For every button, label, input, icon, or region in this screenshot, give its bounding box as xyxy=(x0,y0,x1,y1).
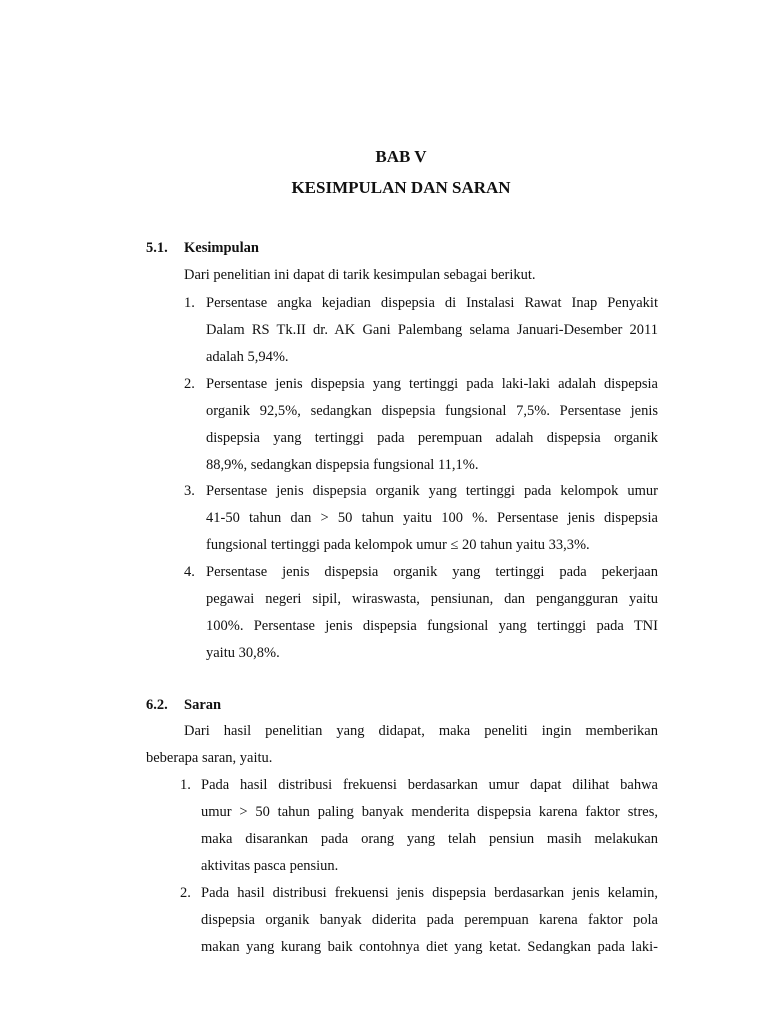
list-marker: 1. xyxy=(184,295,195,311)
list-item-line: dispepsia yang tertinggi pada perempuan adalah dispepsia organik xyxy=(206,430,658,446)
list-item-line: makan yang kurang baik contohnya diet yang ketat. Sedangkan pada laki- xyxy=(201,939,658,955)
section-title: Saran xyxy=(184,697,222,713)
section-number: 6.2. xyxy=(146,697,168,713)
section-intro-line: beberapa saran, yaitu. xyxy=(146,750,273,766)
list-item-line: Persentase jenis dispepsia yang tertinggi pada laki-laki adalah dispepsia xyxy=(206,376,658,392)
list-marker: 4. xyxy=(184,564,195,580)
chapter-title: KESIMPULAN DAN SARAN xyxy=(291,178,511,197)
list-item-line: Persentase jenis dispepsia organik yang tertinggi pada kelompok umur xyxy=(206,483,658,499)
list-item-line: organik 92,5%, sedangkan dispepsia fungsional 7,5%. Persentase jenis xyxy=(206,403,658,419)
section-number: 5.1. xyxy=(146,240,168,256)
section-heading-saran xyxy=(146,695,221,715)
list-item-line: fungsional tertinggi pada kelompok umur ≤ 20 tahun yaitu 33,3%. xyxy=(206,537,590,553)
list-marker: 2. xyxy=(180,885,191,901)
list-item-line: Pada hasil distribusi frekuensi jenis dispepsia berdasarkan jenis kelamin, xyxy=(201,885,658,901)
list-item-line: dispepsia organik banyak diderita pada perempuan karena faktor pola xyxy=(201,912,658,928)
list-item-line: 100%. Persentase jenis dispepsia fungsional yang tertinggi pada TNI xyxy=(206,618,658,634)
list-item-line: maka disarankan pada orang yang telah pensiun masih melakukan xyxy=(201,831,658,847)
section-intro: Dari penelitian ini dapat di tarik kesimpulan sebagai berikut. xyxy=(184,267,536,283)
list-item-line: umur > 50 tahun paling banyak menderita dispepsia karena faktor stres, xyxy=(201,804,658,820)
list-item-line: Dalam RS Tk.II dr. AK Gani Palembang selama Januari-Desember 2011 xyxy=(206,322,658,338)
section-title: Kesimpulan xyxy=(184,240,259,256)
list-item-line: 88,9%, sedangkan dispepsia fungsional 11,1%. xyxy=(206,457,479,473)
list-item-line: pegawai negeri sipil, wiraswasta, pensiunan, dan pengangguran yaitu xyxy=(206,591,658,607)
list-item-line: aktivitas pasca pensiun. xyxy=(201,858,339,874)
list-marker: 1. xyxy=(180,777,191,793)
list-item-line: Pada hasil distribusi frekuensi berdasarkan umur dapat dilihat bahwa xyxy=(201,777,658,793)
list-marker: 3. xyxy=(184,483,195,499)
list-item-line: 41-50 tahun dan > 50 tahun yaitu 100 %. Persentase jenis dispepsia xyxy=(206,510,658,526)
chapter-heading: BAB V xyxy=(375,147,427,166)
list-item-line: Persentase angka kejadian dispepsia di Instalasi Rawat Inap Penyakit xyxy=(206,295,658,311)
section-intro-line: Dari hasil penelitian yang didapat, maka peneliti ingin memberikan xyxy=(184,723,658,739)
section-heading-kesimpulan xyxy=(146,238,259,258)
list-marker: 2. xyxy=(184,376,195,392)
list-item-line: adalah 5,94%. xyxy=(206,349,289,365)
list-item-line: yaitu 30,8%. xyxy=(206,645,280,661)
list-item-line: Persentase jenis dispepsia organik yang tertinggi pada pekerjaan xyxy=(206,564,658,580)
